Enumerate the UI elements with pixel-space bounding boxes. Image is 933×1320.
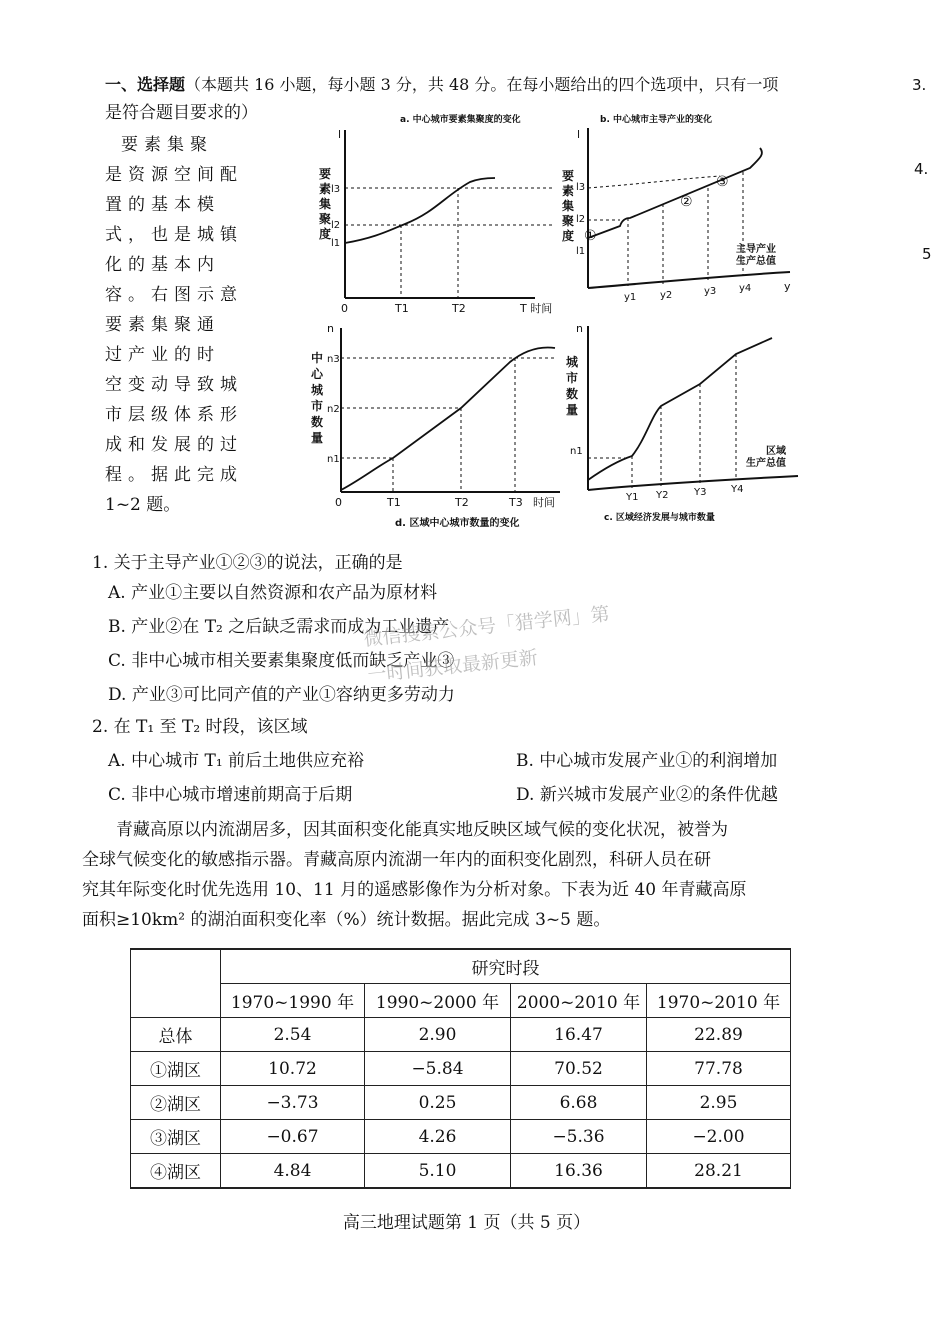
chart-c-x-axis [588,476,798,490]
intro-line: 程。据此完成 [105,465,243,485]
chart-d-xlabel: 时间 [533,496,555,509]
intro-line: 过产业的时 [105,345,220,365]
chart-c [560,320,810,534]
chart-d-origin: 0 [335,496,342,509]
passage-line: 青藏高原以内流湖居多，因其面积变化能真实地反映区域气候的变化状况，被誉为 [116,820,728,840]
margin-number: 4. [914,160,929,178]
chart-d-xtick: T3 [509,496,523,509]
row-label: 总体 [131,1018,221,1052]
margin-number: 5 [922,245,932,263]
chart-d-y-arrow-label: n [327,322,334,335]
table-cell: 22.89 [647,1018,791,1052]
table-cell: 16.36 [511,1154,647,1189]
watermark: 微信搜索公众号「猎学网」第一时间获取最新更新 [362,602,611,687]
table-col-header: 1970~2010 年 [647,984,791,1018]
chart-a-xlabel: T 时间 [520,302,553,315]
question-2-option-a[interactable]: A. 中心城市 T₁ 前后土地供应充裕 [108,751,365,771]
chart-d [305,320,570,539]
table-cell: 5.10 [365,1154,511,1189]
table-group-header: 研究时段 [221,949,791,984]
chart-d-ytick-n2: n2 [327,404,340,415]
table-cell: −5.36 [511,1120,647,1154]
intro-line: 空变动导致城 [105,375,243,395]
chart-b-xtick: y4 [739,283,752,294]
table-cell: 0.25 [365,1086,511,1120]
table-cell: −5.84 [365,1052,511,1086]
intro-line: 是资源空间配 [105,165,243,185]
intro-line: 容。右图示意 [105,285,243,305]
table-cell: 2.90 [365,1018,511,1052]
row-label: ③湖区 [131,1120,221,1154]
table-cell: 16.47 [511,1018,647,1052]
chart-b-xtick: y3 [704,286,717,297]
chart-a-xtick: T1 [395,302,409,315]
chart-a-ytick-l2: l2 [331,220,341,231]
table-cell: 4.26 [365,1120,511,1154]
page-footer: 高三地理试题第 1 页（共 5 页） [342,1213,591,1233]
table-cell: 10.72 [221,1052,365,1086]
intro-line: 市层级体系形 [105,405,243,425]
chart-b-marker-1: ① [584,228,597,244]
question-1-option-a[interactable]: A. 产业①主要以自然资源和农产品为原材料 [108,583,438,603]
table-cell: −2.00 [647,1120,791,1154]
table-cell: 70.52 [511,1052,647,1086]
table-corner-cell [131,949,221,1018]
chart-d-title: d. 区域中心城市数量的变化 [395,518,520,529]
chart-c-xtick: Y2 [656,490,669,501]
chart-b-title: b. 中心城市主导产业的变化 [600,115,712,125]
chart-b-xtick: y2 [660,290,673,301]
chart-a-title: a. 中心城市要素集聚度的变化 [400,115,521,125]
table-row [131,1086,791,1120]
table-col-header: 1990~2000 年 [365,984,511,1018]
margin-number: 3. [912,76,927,94]
chart-a-ytick-l3: l3 [331,184,341,195]
chart-c-xtick: Y1 [626,492,639,503]
chart-b-xtick: y1 [624,292,637,303]
table-cell: −0.67 [221,1120,365,1154]
intro-line: 成和发展的过 [105,435,243,455]
question-2-option-b[interactable]: B. 中心城市发展产业①的利润增加 [516,751,778,771]
intro-line: 化的基本内 [105,255,220,275]
row-label: ②湖区 [131,1086,221,1120]
chart-c-ylabel: 城市数量 [566,355,579,417]
table-cell: −3.73 [221,1086,365,1120]
chart-b-gridline [588,176,720,188]
chart-a-origin: 0 [341,302,348,315]
chart-c-xlabel: 区域生产总值 [746,446,786,469]
intro-line: 1~2 题。 [105,495,181,515]
passage-line: 全球气候变化的敏感指示器。青藏高原内流湖一年内的面积变化剧烈，科研人员在研 [82,850,711,870]
row-label: ①湖区 [131,1052,221,1086]
chart-b-marker-3: ③ [716,174,729,190]
chart-c-xtick: Y4 [731,484,744,495]
question-2-stem: 2. 在 T₁ 至 T₂ 时段，该区域 [92,717,308,737]
table-cell: 28.21 [647,1154,791,1189]
question-2-option-c[interactable]: C. 非中心城市增速前期高于后期 [108,785,353,805]
chart-b-x-axis-letter: y [784,280,791,293]
chart-c-xtick: Y3 [694,487,707,498]
chart-a-ytick-l1: l1 [331,238,341,249]
section-header [105,72,778,98]
table-col-header: 2000~2010 年 [511,984,647,1018]
section-title: 一、选择题 [105,75,186,94]
chart-b-marker-2: ② [680,194,693,210]
chart-d-ylabel: 中心城市数量 [311,351,324,445]
table-cell: 2.54 [221,1018,365,1052]
section-rule-cont: 是符合题目要求的） [105,103,258,123]
chart-b-ytick-l1: l1 [576,246,586,257]
chart-d-ytick-n3: n3 [327,354,340,365]
passage-line: 究其年际变化时优先选用 10、11 月的遥感影像作为分析对象。下表为近 40 年青藏高原 [82,880,747,900]
chart-b-xlabel: 主导产业生产总值 [736,244,776,267]
question-1-option-b[interactable]: B. 产业②在 T₂ 之后缺乏需求而成为工业遗产 [108,617,450,637]
chart-a-ylabel: 要素集聚度 [319,167,332,241]
chart-b-ytick-l3: l3 [576,182,586,193]
table-row [131,1052,791,1086]
chart-b [560,108,810,312]
intro-line: 式，也是城镇 [105,225,243,245]
chart-a [305,108,565,322]
chart-b-y-arrow-label: l [576,128,580,141]
table-cell: 2.95 [647,1086,791,1120]
table-col-header: 1970~1990 年 [221,984,365,1018]
table-row [131,1120,791,1154]
chart-d-xtick: T2 [455,496,469,509]
table-cell: 77.78 [647,1052,791,1086]
table-cell: 6.68 [511,1086,647,1120]
table-row [131,1154,791,1189]
question-1-stem: 1. 关于主导产业①②③的说法，正确的是 [92,553,403,573]
chart-a-y-arrow-label: l [337,128,341,141]
lake-area-change-table [130,948,791,1189]
chart-b-ylabel: 要素集聚度 [562,169,575,243]
table-cell: 4.84 [221,1154,365,1189]
passage-line: 面积≥10km² 的湖泊面积变化率（%）统计数据。据此完成 3~5 题。 [82,910,611,930]
question-1-option-d[interactable]: D. 产业③可比同产值的产业①容纳更多劳动力 [108,685,455,705]
chart-d-curve [341,348,555,490]
question-2-option-d[interactable]: D. 新兴城市发展产业②的条件优越 [516,785,778,805]
chart-d-xtick: T1 [387,496,401,509]
chart-b-ytick-l2: l2 [576,214,586,225]
intro-text [105,130,243,520]
chart-c-y-arrow-label: n [576,322,583,335]
intro-line: 置的基本模 [105,195,220,215]
intro-line: 要素集聚 [121,135,213,155]
intro-line: 要素集聚通 [105,315,220,335]
chart-b-curve [588,148,762,238]
chart-d-ytick-n1: n1 [327,454,340,465]
chart-c-ytick-n1: n1 [570,446,583,457]
passage [82,815,822,935]
table-row [131,1018,791,1052]
section-rule: （本题共 16 小题，每小题 3 分，共 48 分。在每小题给出的四个选项中，只有一项 [185,75,779,94]
question-1-option-c[interactable]: C. 非中心城市相关要素集聚度低而缺乏产业③ [108,651,455,671]
chart-a-xtick: T2 [452,302,466,315]
chart-b-x-axis [588,272,790,288]
row-label: ④湖区 [131,1154,221,1189]
chart-c-title: c. 区域经济发展与城市数量 [604,513,715,523]
chart-c-curve [588,338,772,480]
